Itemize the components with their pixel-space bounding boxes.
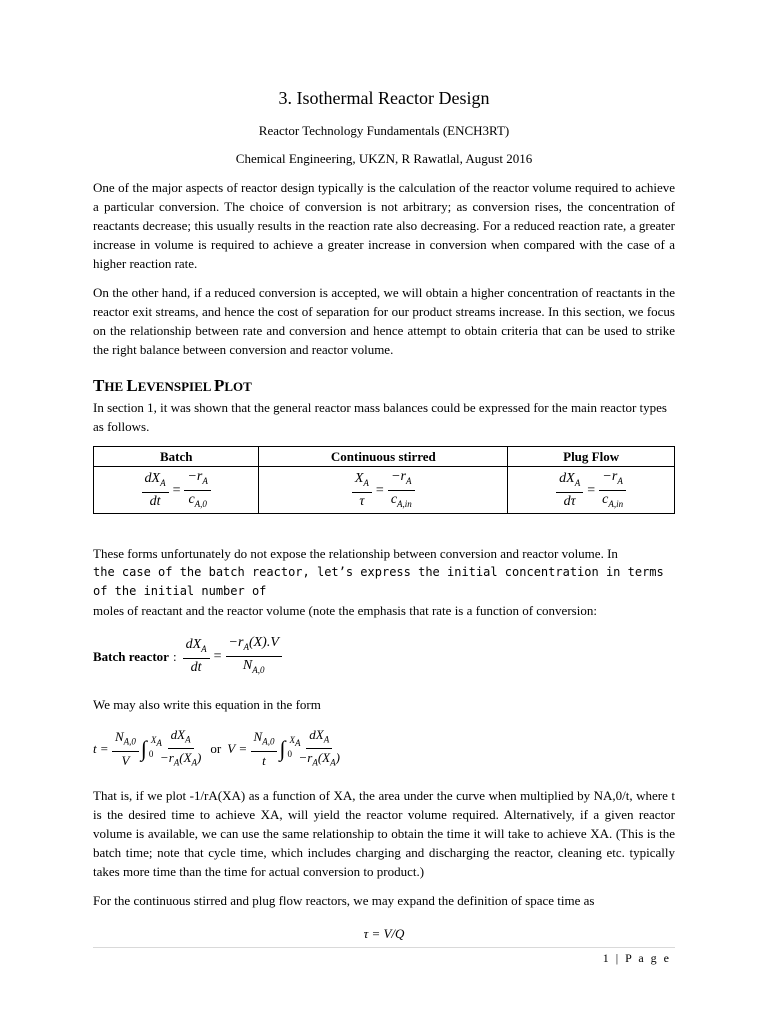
footer-divider <box>93 947 675 948</box>
page-number: 1 | P a g e <box>602 951 671 965</box>
course-line: Reactor Technology Fundamentals (ENCH3RT) <box>258 123 510 138</box>
paragraph-mass-balances: In section 1, it was shown that the general reactor mass balances could be expressed for the main reactor types as follows. <box>93 400 667 434</box>
space-time-equation: τ = V/Q <box>363 925 405 941</box>
table-header-pfr: Plug Flow <box>508 447 675 467</box>
author-line: Chemical Engineering, UKZN, R Rawatlal, August 2016 <box>235 151 533 166</box>
table-header-cstr: Continuous stirred <box>259 447 508 467</box>
paragraph-forms: These forms unfortunately do not expose the relationship between conversion and reactor volume. In the case of the batch reactor, let’s express the initial concentration in terms of the initial number of moles of reactant and the reactor volume (note the emphasis that rate is a function of conversion: <box>93 546 664 618</box>
pfr-equation: $\frac{dX_A}{d\tau}$ = $\frac{-r_A}{c_{A,in}}$ <box>508 467 675 514</box>
batch-reactor-equation: Batch reactor : $\frac{dX_A}{dt}$ = $\frac{-r_A(X).V}{N_{A,0}}$ <box>93 634 675 679</box>
cstr-equation: $\frac{X_A}{\tau}$ = $\frac{-r_A}{c_{A,in}}$ <box>259 467 508 514</box>
section-heading: THE LEVENSPIEL PLOT <box>93 376 252 395</box>
paragraph-space-time: For the continuous stirred and plug flow reactors, we may expand the definition of space time as <box>93 892 595 908</box>
integral-equations: t = $\frac{N_{A,0}}{V}$ ∫ $X_A$ 0 $\frac{dX_A}{-r_A(X_A)}$ or V = $\frac{N_{A,0}}{t}$ ∫ $X_A$ 0 $\frac{dX_A}{-r_A(X_A)}$ <box>93 726 340 768</box>
document-title: 3. Isothermal Reactor Design <box>278 88 490 108</box>
table-header-batch: Batch <box>94 447 259 467</box>
paragraph-tradeoff: On the other hand, if a reduced conversion is accepted, we will obtain a higher concentration of reactants in the reactor exit streams, and hence the cost of separation for our product streams increase. In this section, we focus on the relationship between rate and conversion and hence attempt to obtain criteria that can be used to strike the right balance between conversion and reactor volume. <box>93 285 675 357</box>
paragraph-intro: One of the major aspects of reactor design typically is the calculation of the reactor volume required to achieve a particular conversion. The choice of conversion is not arbitrary; as conversion rises, the concentration of reactants decrease; this usually results in the reaction rate also decreasing. For a reduced reaction rate, a greater increase in volume is required to achieve a greater increase in conversion when compared with the case of a higher reaction rate. <box>93 180 675 271</box>
page-content <box>93 86 675 943</box>
batch-equation: $\frac{dX_A}{dt}$ = $\frac{-r_A}{c_{A,0}}$ <box>94 467 259 514</box>
paragraph-alt-form: We may also write this equation in the form <box>93 696 321 712</box>
paragraph-area-under-curve: That is, if we plot -1/rA(XA) as a function of XA, the area under the curve when multiplied by NA,0/t, where t is the desired time to achieve XA, will yield the reactor volume required. Alternatively, if a given reactor volume is available, we can use the same relationship to obtain the time it will take to achieve XA. (This is the batch time; note that cycle time, which includes charging and discharging the reactor, cleaning etc. typically takes more time than the time for actual conversion to product.) <box>93 787 675 879</box>
reactor-forms-table <box>93 446 675 514</box>
